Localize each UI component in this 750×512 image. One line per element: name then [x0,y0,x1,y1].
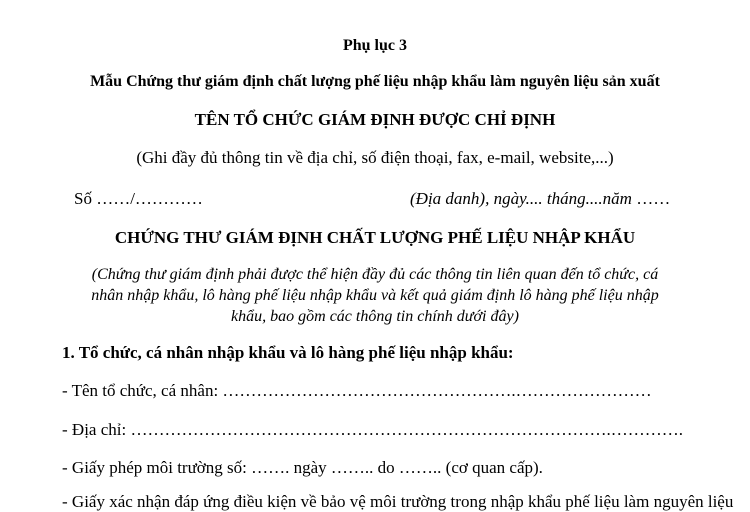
certificate-note-line: nhân nhập khẩu, lô hàng phế liệu nhập khẩu và kết quả giám định lô hàng phế liệu nhập [91,287,659,304]
organization-name: TÊN TỔ CHỨC GIÁM ĐỊNH ĐƯỢC CHỈ ĐỊNH [194,110,556,129]
form-title: Mẫu Chứng thư giám định chất lượng phế liệu nhập khẩu làm nguyên liệu sản xuất [90,73,660,90]
organization-info-note: (Ghi đầy đủ thông tin về địa chỉ, số điện thoại, fax, e-mail, website,...) [136,148,614,167]
certificate-note [60,264,690,327]
field-address: - Địa chỉ: ………………………………………………………………………….…………. [62,420,683,439]
document-number: Số ……/………… [74,189,203,208]
field-organization-name: - Tên tổ chức, cá nhân: …………………………………………….…………………… [62,381,652,400]
section-1-heading: 1. Tổ chức, cá nhân nhập khẩu và lô hàng phế liệu nhập khẩu: [62,343,514,362]
place-date-italic: (Địa danh), ngày.... tháng....năm [410,189,632,208]
place-date-tail: …… [631,189,671,208]
appendix-label: Phụ lục 3 [342,37,407,54]
certificate-note-line: khẩu, bao gồm các thông tin chính dưới đây) [231,308,519,325]
field-confirmation-certificate: - Giấy xác nhận đáp ứng điều kiện về bảo vệ môi trường trong nhập khẩu phế liệu làm nguyên liệu [62,492,734,511]
field-environmental-permit: - Giấy phép môi trường số: ……. ngày …….. do …….. (cơ quan cấp). [62,458,543,477]
certificate-title: CHỨNG THƯ GIÁM ĐỊNH CHẤT LƯỢNG PHẾ LIỆU NHẬP KHẨU [114,228,636,247]
certificate-note-line: (Chứng thư giám định phải được thể hiện đầy đủ các thông tin liên quan đến tổ chức, cá [91,266,659,283]
place-date-line [410,189,670,209]
